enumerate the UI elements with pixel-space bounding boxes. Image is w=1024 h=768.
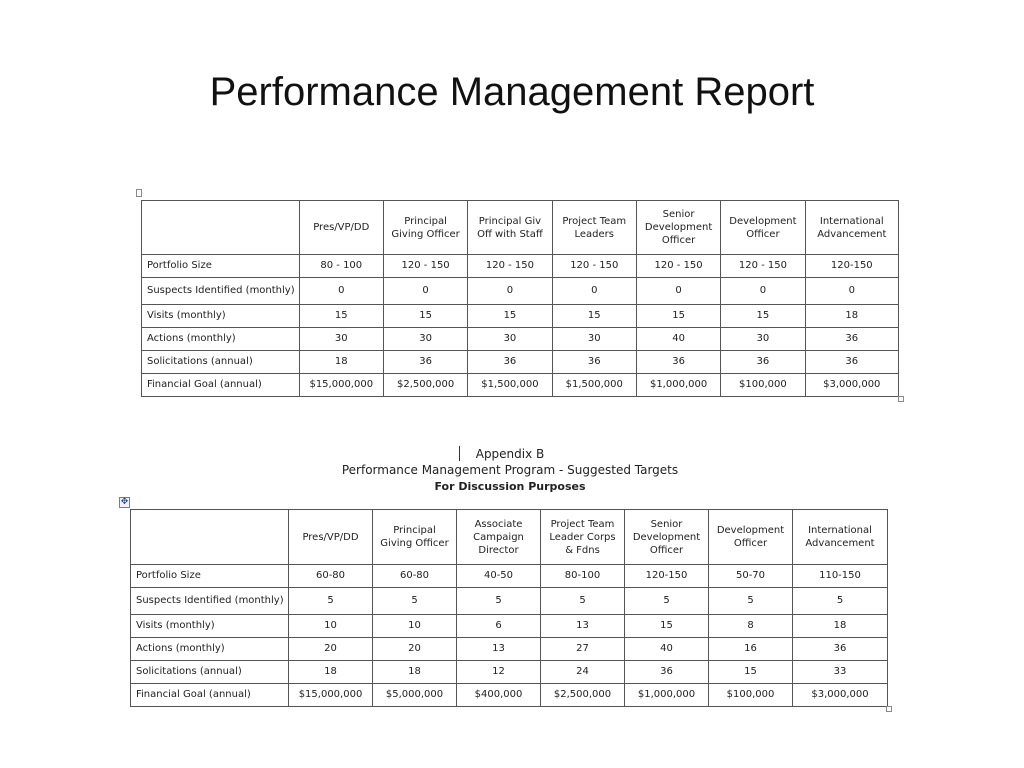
- table-cell: 80 - 100: [299, 255, 383, 278]
- table-cell: 5: [625, 588, 709, 615]
- table-resize-handle[interactable]: [886, 706, 892, 712]
- table-cell: 36: [625, 661, 709, 684]
- row-label: Suspects Identified (monthly): [131, 588, 289, 615]
- table-cell: 6: [457, 615, 541, 638]
- table-cell: 30: [299, 328, 383, 351]
- table-cell: 36: [552, 351, 636, 374]
- table-cell: 36: [721, 351, 805, 374]
- header-cell: International Advancement: [805, 201, 898, 255]
- table-cell: 33: [793, 661, 888, 684]
- table-cell: $2,500,000: [383, 374, 467, 397]
- table-cell: 5: [289, 588, 373, 615]
- slide-title: Performance Management Report: [209, 70, 815, 114]
- table-row: [131, 615, 888, 638]
- table-cell: 120 - 150: [552, 255, 636, 278]
- table-cell: 0: [299, 278, 383, 305]
- table-row: [142, 351, 899, 374]
- table-cell: 10: [289, 615, 373, 638]
- table-cell: 18: [289, 661, 373, 684]
- table-cell: $1,000,000: [625, 684, 709, 707]
- table-row: [142, 255, 899, 278]
- header-cell: Associate Campaign Director: [457, 510, 541, 565]
- table-cell: $400,000: [457, 684, 541, 707]
- table-cell: 0: [552, 278, 636, 305]
- table-row: [142, 278, 899, 305]
- header-cell: Pres/VP/DD: [289, 510, 373, 565]
- table-cell: 40: [625, 638, 709, 661]
- table-cell: 10: [373, 615, 457, 638]
- header-cell: Pres/VP/DD: [299, 201, 383, 255]
- table-cell: $15,000,000: [289, 684, 373, 707]
- table-row: [142, 328, 899, 351]
- header-cell: Project Team Leader Corps & Fdns: [541, 510, 625, 565]
- table-cell: 36: [805, 351, 898, 374]
- row-label: Visits (monthly): [142, 305, 300, 328]
- table-cell: 5: [373, 588, 457, 615]
- table-cell: 120-150: [625, 565, 709, 588]
- table-cell: 15: [625, 615, 709, 638]
- table-cell: 30: [383, 328, 467, 351]
- table-row: [131, 588, 888, 615]
- table-cell: $1,000,000: [636, 374, 720, 397]
- row-label: Financial Goal (annual): [131, 684, 289, 707]
- table-header-row: [142, 201, 899, 255]
- appendix-subtitle: Performance Management Program - Suggested Targets: [341, 463, 679, 477]
- table-cell: $1,500,000: [552, 374, 636, 397]
- table-cell: 120 - 150: [721, 255, 805, 278]
- appendix-label: Appendix B: [475, 447, 545, 461]
- header-cell: Senior Development Officer: [625, 510, 709, 565]
- header-cell: Development Officer: [709, 510, 793, 565]
- row-label: Actions (monthly): [131, 638, 289, 661]
- table-cell: $1,500,000: [468, 374, 552, 397]
- table-cell: 15: [636, 305, 720, 328]
- table-cell: $3,000,000: [805, 374, 898, 397]
- table-cell: 5: [457, 588, 541, 615]
- table-resize-handle[interactable]: [898, 396, 904, 402]
- table-cell: 5: [793, 588, 888, 615]
- table-cell: 18: [805, 305, 898, 328]
- table-cell: $15,000,000: [299, 374, 383, 397]
- row-label: Solicitations (annual): [131, 661, 289, 684]
- header-cell: Senior Development Officer: [636, 201, 720, 255]
- table-cell: 60-80: [373, 565, 457, 588]
- table-cell: 110-150: [793, 565, 888, 588]
- header-cell: [142, 201, 300, 255]
- table-cell: 27: [541, 638, 625, 661]
- table-cell: 30: [468, 328, 552, 351]
- table-header-row: [131, 510, 888, 565]
- table-cell: 15: [468, 305, 552, 328]
- table-row: [142, 374, 899, 397]
- table-cell: 15: [721, 305, 805, 328]
- table-cell: 0: [721, 278, 805, 305]
- table-cell: 36: [805, 328, 898, 351]
- table-cell: $2,500,000: [541, 684, 625, 707]
- table-cell: 120 - 150: [383, 255, 467, 278]
- table-cell: 15: [383, 305, 467, 328]
- table-row: [131, 565, 888, 588]
- table-cell: 15: [552, 305, 636, 328]
- table-cell: 18: [299, 351, 383, 374]
- table-cell: 36: [468, 351, 552, 374]
- table-move-handle-icon[interactable]: ✥: [120, 497, 129, 507]
- table-cell: 5: [541, 588, 625, 615]
- header-cell: Principal Giving Officer: [373, 510, 457, 565]
- header-cell: Development Officer: [721, 201, 805, 255]
- row-label: Suspects Identified (monthly): [142, 278, 300, 305]
- table-cell: 30: [721, 328, 805, 351]
- table-cell: 120 - 150: [636, 255, 720, 278]
- targets-table-2: [130, 509, 888, 707]
- header-cell: Principal Giv Off with Staff: [468, 201, 552, 255]
- table-cell: 36: [636, 351, 720, 374]
- row-label: Visits (monthly): [131, 615, 289, 638]
- table-cell: $3,000,000: [793, 684, 888, 707]
- table-cell: 18: [373, 661, 457, 684]
- row-label: Actions (monthly): [142, 328, 300, 351]
- table-cell: 13: [457, 638, 541, 661]
- table-cell: $100,000: [721, 374, 805, 397]
- table-cell: 50-70: [709, 565, 793, 588]
- table-cell: 60-80: [289, 565, 373, 588]
- appendix-note: For Discussion Purposes: [434, 480, 586, 493]
- table-cell: 8: [709, 615, 793, 638]
- table-row: [131, 638, 888, 661]
- table-row: [142, 305, 899, 328]
- table-cell: 0: [468, 278, 552, 305]
- row-label: Solicitations (annual): [142, 351, 300, 374]
- header-cell: Principal Giving Officer: [383, 201, 467, 255]
- table-row: [131, 684, 888, 707]
- table-cell: 120 - 150: [468, 255, 552, 278]
- header-cell: [131, 510, 289, 565]
- table-cell: 13: [541, 615, 625, 638]
- table-cell: 0: [805, 278, 898, 305]
- table-cell: 36: [793, 638, 888, 661]
- table-cell: 36: [383, 351, 467, 374]
- table-cell: $5,000,000: [373, 684, 457, 707]
- table-cell: 40-50: [457, 565, 541, 588]
- table-row: [131, 661, 888, 684]
- table-cell: 18: [793, 615, 888, 638]
- row-label: Portfolio Size: [131, 565, 289, 588]
- row-label: Financial Goal (annual): [142, 374, 300, 397]
- table-cell: 20: [373, 638, 457, 661]
- table-cell: 120-150: [805, 255, 898, 278]
- table-move-handle[interactable]: [136, 189, 142, 197]
- header-cell: Project Team Leaders: [552, 201, 636, 255]
- table-cell: 0: [383, 278, 467, 305]
- header-cell: International Advancement: [793, 510, 888, 565]
- table-cell: 15: [299, 305, 383, 328]
- table-cell: 40: [636, 328, 720, 351]
- table-cell: 0: [636, 278, 720, 305]
- table-cell: 12: [457, 661, 541, 684]
- table-cell: $100,000: [709, 684, 793, 707]
- table-cell: 15: [709, 661, 793, 684]
- targets-table-1: [141, 200, 899, 397]
- table-cell: 80-100: [541, 565, 625, 588]
- table-cell: 5: [709, 588, 793, 615]
- table-cell: 16: [709, 638, 793, 661]
- table-cell: 20: [289, 638, 373, 661]
- row-label: Portfolio Size: [142, 255, 300, 278]
- table-cell: 30: [552, 328, 636, 351]
- table-cell: 24: [541, 661, 625, 684]
